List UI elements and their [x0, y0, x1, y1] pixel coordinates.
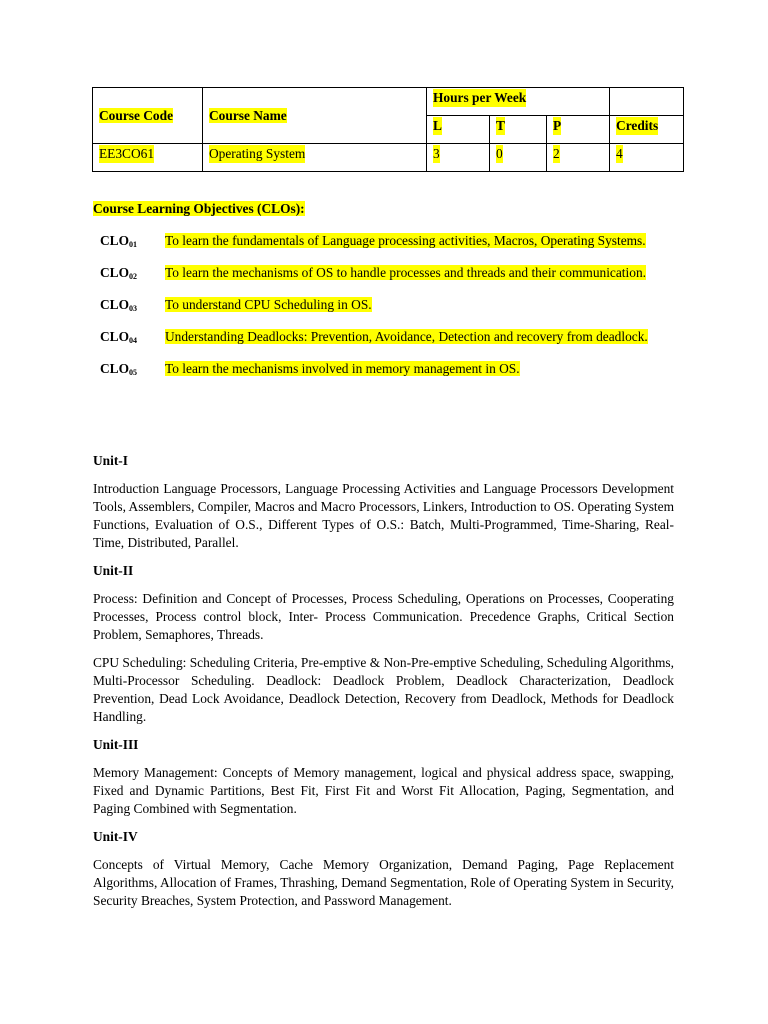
course-name-header: Course Name [203, 88, 427, 144]
clo-code: $CLO_{03}$ [100, 297, 138, 313]
p-header: P [547, 116, 610, 144]
credits-value: 4 [610, 144, 684, 172]
clo-heading: Course Learning Objectives (CLOs): [93, 201, 305, 216]
credits-header-blank [610, 88, 684, 116]
clo-code: $CLO_{01}$ [100, 233, 138, 249]
units-section [93, 452, 674, 920]
t-value: 0 [490, 144, 547, 172]
clo-text: To learn the fundamentals of Language processing activities, Macros, Operating Systems. [165, 233, 646, 248]
credits-header: Credits [610, 116, 684, 144]
clo-item [100, 264, 705, 286]
unit-title: Unit-II [93, 563, 134, 578]
p-value: 2 [547, 144, 610, 172]
clo-text: Understanding Deadlocks: Prevention, Avoidance, Detection and recovery from deadlock. [165, 329, 648, 344]
hours-per-week-header: Hours per Week [427, 88, 610, 116]
course-code-header: Course Code [93, 88, 203, 144]
clo-text: To learn the mechanisms of OS to handle processes and threads and their communication. [165, 265, 646, 280]
clo-code: $CLO_{05}$ [100, 361, 138, 377]
unit-paragraph: Concepts of Virtual Memory, Cache Memory Organization, Demand Paging, Page Replacement Algorithms, Allocation of Frames, Thrashing, Demand Segmentation, Role of Operating System in Security, Security Breaches, System Protection, and Password Management. [93, 857, 674, 908]
l-header: L [427, 116, 490, 144]
course-table [92, 87, 684, 172]
clo-item [100, 328, 705, 350]
course-name-value: Operating System [203, 144, 427, 172]
l-value: 3 [427, 144, 490, 172]
unit-paragraph: Process: Definition and Concept of Processes, Process Scheduling, Operations on Processes, Cooperating Processes, Process control block, Inter- Process Communication. Precedence Graphs, Critical Section Problem, Semaphores, Threads. [93, 591, 674, 642]
clo-item [100, 296, 705, 318]
clo-text: To learn the mechanisms involved in memory management in OS. [165, 361, 520, 376]
unit-title: Unit-III [93, 737, 139, 752]
clo-list [100, 232, 705, 392]
unit-title: Unit-I [93, 453, 128, 468]
unit-paragraph: Memory Management: Concepts of Memory management, logical and physical address space, swapping, Fixed and Dynamic Partitions, Best Fit, First Fit and Worst Fit Allocation, Paging, Segmentation, and Paging Combined with Segmentation. [93, 765, 674, 816]
unit-paragraph: Introduction Language Processors, Language Processing Activities and Language Processors Development Tools, Assemblers, Compiler, Macros and Macro Processors, Linkers, Introduction to OS. Operating System Functions, Evaluation of O.S., Different Types of O.S.: Batch, Multi-Programmed, Time-Sharing, Real-Time, Distributed, Parallel. [93, 481, 674, 550]
unit-paragraph: CPU Scheduling: Scheduling Criteria, Pre-emptive & Non-Pre-emptive Scheduling, Scheduling Algorithms, Multi-Processor Scheduling. Deadlock: Deadlock Problem, Deadlock Characterization, Deadlock Prevention, Dead Lock Avoidance, Deadlock Detection, Recovery from Deadlock, Methods for Deadlock Handling. [93, 655, 674, 724]
clo-code: $CLO_{02}$ [100, 265, 138, 281]
clo-code: $CLO_{04}$ [100, 329, 138, 345]
clo-text: To understand CPU Scheduling in OS. [165, 297, 372, 312]
table-row [93, 144, 684, 172]
clo-item [100, 360, 705, 382]
clo-item [100, 232, 705, 254]
course-code-value: EE3CO61 [93, 144, 203, 172]
unit-title: Unit-IV [93, 829, 138, 844]
t-header: T [490, 116, 547, 144]
